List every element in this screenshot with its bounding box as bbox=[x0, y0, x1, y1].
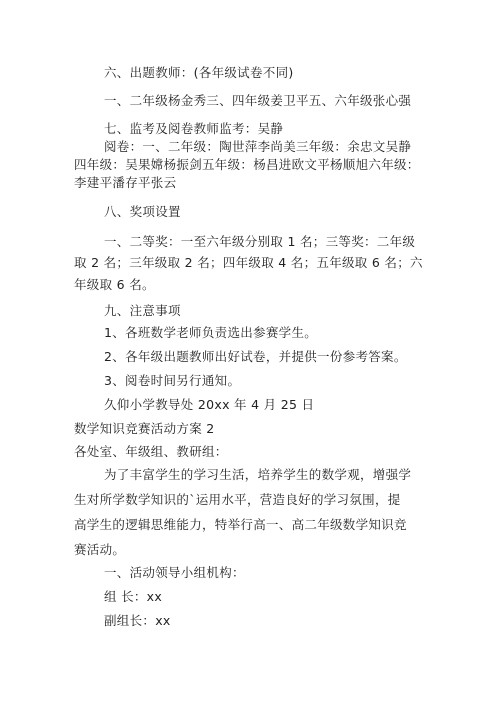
signature-line: 久仰小学教导处 20xx 年 4 月 25 日 bbox=[104, 397, 315, 412]
grading-line-1: 阅卷：一、二年级：陶世萍李尚美三年级：余忠文吴静 bbox=[104, 139, 412, 154]
section-nine-heading: 九、注意事项 bbox=[104, 303, 181, 318]
document-subtitle: 数学知识竞赛活动方案 2 bbox=[74, 421, 215, 436]
notice-item-2: 2、各年级出题教师出好试卷，并提供一份参考答案。 bbox=[104, 349, 407, 364]
section-six-heading: 六、出题教师：(各年级试卷不同) bbox=[104, 65, 294, 80]
intro-line-2: 生对所学数学知识的`运用水平，营造良好的学习氛围，提 bbox=[74, 492, 401, 507]
grading-line-2: 四年级：吴果嫦杨振剑五年级：杨昌进欧文平杨顺旭六年级： bbox=[74, 157, 420, 172]
intro-line-3: 高学生的逻辑思维能力，特举行高一、高二年级数学知识竞 bbox=[74, 517, 407, 532]
awards-line-2: 取 2 名；三年级取 2 名；四年级取 4 名；五年级取 6 名；六 bbox=[74, 255, 423, 270]
leadership-heading: 一、活动领导小组机构： bbox=[104, 565, 245, 580]
intro-line-1: 为了丰富学生的学习生活，培养学生的数学观，增强学 bbox=[104, 467, 412, 482]
notice-item-1: 1、各班数学老师负责选出参赛学生。 bbox=[104, 325, 318, 340]
deputy-leader-line: 副组长：xx bbox=[104, 613, 171, 628]
awards-line-3: 年级取 6 名。 bbox=[74, 277, 155, 292]
section-eight-heading: 八、奖项设置 bbox=[104, 204, 181, 219]
awards-line-1: 一、二等奖：一至六年级分别取 1 名；三等奖：二年级 bbox=[104, 234, 416, 249]
grading-line-3: 李建平潘存平张云 bbox=[74, 175, 177, 190]
addressee-line: 各处室、年级组、教研组： bbox=[74, 444, 228, 459]
intro-line-4: 赛活动。 bbox=[74, 542, 126, 557]
section-seven-heading: 七、监考及阅卷教师监考：吴静 bbox=[104, 121, 284, 136]
notice-item-3: 3、阅卷时间另行通知。 bbox=[104, 373, 241, 388]
teachers-grade-line: 一、二年级杨金秀三、四年级姜卫平五、六年级张心强 bbox=[104, 93, 412, 108]
group-leader-line: 组 长：xx bbox=[104, 589, 163, 604]
